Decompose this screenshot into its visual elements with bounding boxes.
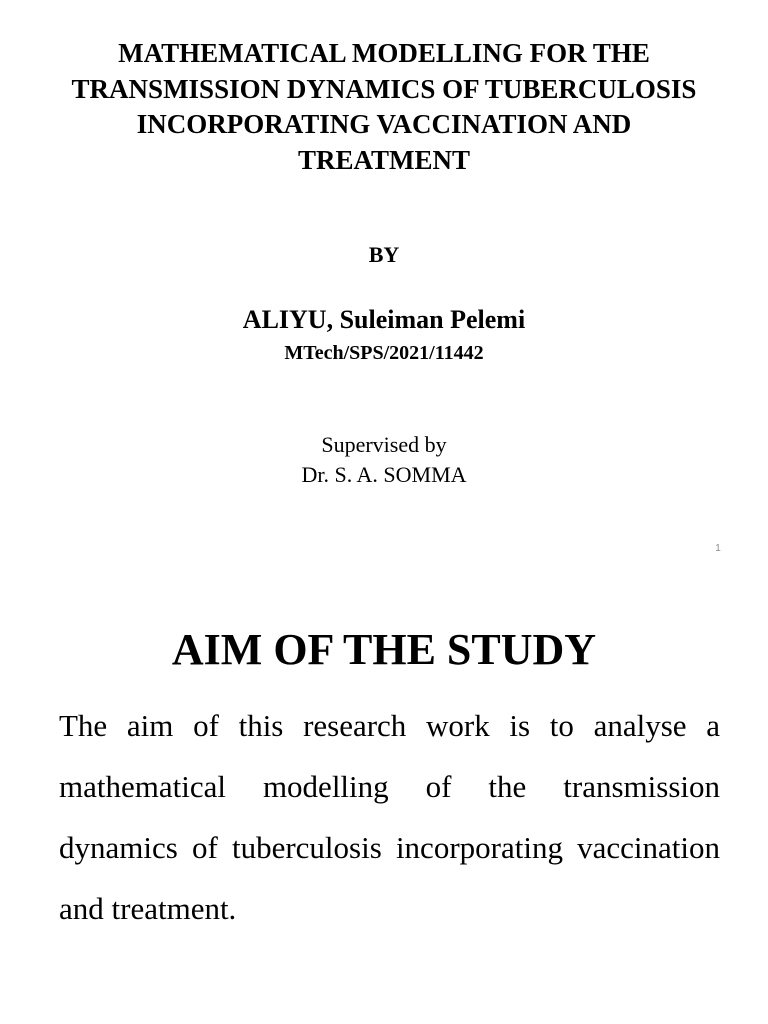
by-label: BY: [368, 242, 400, 267]
title-line: TRANSMISSION DYNAMICS OF TUBERCULOSIS: [71, 73, 697, 104]
title-line: MATHEMATICAL MODELLING FOR THE: [118, 38, 650, 68]
aim-body-text: The aim of this research work is to analyse a mathematical modelling of the transmission dynamics of tuberculosis incorporating vaccination and treatment.: [59, 708, 720, 926]
title-line: INCORPORATING VACCINATION AND: [136, 109, 632, 139]
supervised-by-label: Supervised by: [321, 432, 447, 457]
page-number: 1: [715, 543, 721, 554]
presentation-title: [20, 36, 748, 178]
supervisor-name: Dr. S. A. SOMMA: [301, 462, 467, 487]
registration-number: MTech/SPS/2021/11442: [284, 342, 484, 364]
author-name: ALIYU, Suleiman Pelemi: [242, 305, 526, 334]
aim-slide: [0, 574, 768, 1024]
aim-heading: AIM OF THE STUDY: [171, 625, 597, 674]
title-line: TREATMENT: [297, 144, 471, 175]
